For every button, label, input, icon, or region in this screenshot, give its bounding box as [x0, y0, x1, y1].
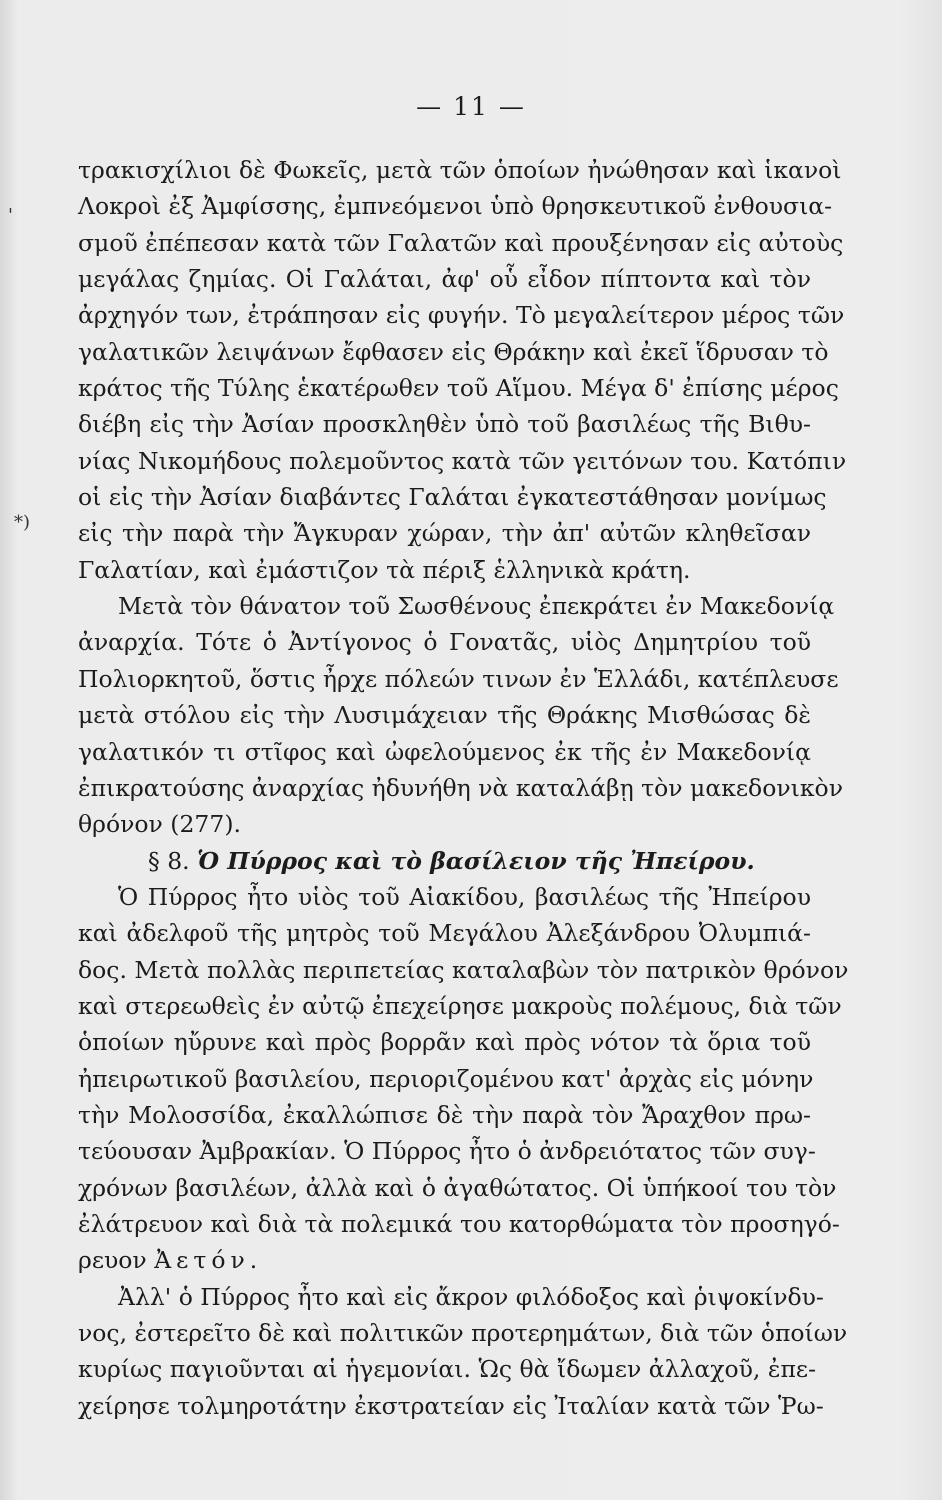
text-line: κυρίως παγιοῦνται αἱ ἡγεμονίαι. Ὡς θὰ ἴδωμεν ἀλλαχοῦ, ἐπε- [78, 1355, 817, 1384]
text-line: Λοκροὶ ἐξ Ἀμφίσσης, ἐμπνεόμενοι ὑπὸ θρησκευτικοῦ ἐνθουσια- [78, 192, 833, 221]
text-line: ἀναρχία. Τότε ὁ Ἀντίγονος ὁ Γονατᾶς, υἱὸς Δημητρίου τοῦ [78, 628, 811, 657]
margin-mark: ' [8, 205, 13, 226]
text-line: σμοῦ ἐπέπεσαν κατὰ τῶν Γαλατῶν καὶ προυξένησαν εἰς αὐτοὺς [78, 228, 844, 257]
text-line: χρόνων βασιλέων, ἀλλὰ καὶ ὁ ἀγαθώτατος. Οἱ ὑπήκοοί του τὸν [78, 1173, 837, 1202]
paragraph-galatians [78, 152, 847, 588]
section-title: Ὁ Πύρρος καὶ τὸ βασίλειον τῆς Ἠπείρου. [197, 846, 755, 875]
section-number: § 8. [148, 846, 190, 875]
text-line: διέβη εἰς τὴν Ἀσίαν προσκληθὲν ὑπὸ τοῦ βασιλέως τῆς Βιθυ- [78, 410, 811, 439]
body-text [78, 152, 849, 1424]
text-fragment: ρευον [78, 1246, 147, 1275]
paragraph-antigonus [78, 588, 843, 842]
section-heading [78, 843, 811, 879]
text-line: Γαλατίαν, καὶ ἐμάστιζον τὰ πέριξ ἑλληνικὰ κράτη. [78, 555, 691, 584]
text-line: μετὰ στόλου εἰς τὴν Λυσιμάχειαν τῆς Θράκης Μισθώσας δὲ [78, 701, 811, 730]
text-line: θρόνον (277). [78, 810, 241, 839]
page-number: — 11 — [416, 92, 526, 121]
paragraph-ambition [78, 1279, 848, 1424]
text-line: δος. Μετὰ πολλὰς περιπετείας καταλαβὼν τὸν πατρικὸν θρόνον [78, 955, 849, 984]
text-line: ἠπειρωτικοῦ βασιλείου, περιοριζομένου κατ' ἀρχὰς εἰς μόνην [78, 1064, 814, 1093]
text-line: οἱ εἰς τὴν Ἀσίαν διαβάντες Γαλάται ἐγκατεστάθησαν μονίμως [78, 483, 827, 512]
text-line: ἐπικρατούσης ἀναρχίας ἠδυνήθη νὰ καταλάβῃ τὸν μακεδονικὸν [78, 773, 843, 802]
text-line: Ὁ Πύρρος ἦτο υἱὸς τοῦ Αἰακίδου, βασιλέως τῆς Ἠπείρου [118, 882, 811, 911]
text-line: ἀρχηγόν των, ἐτράπησαν εἰς φυγήν. Τὸ μεγαλείτερον μέρος τῶν [78, 301, 845, 330]
text-line: καὶ ἀδελφοῦ τῆς μητρὸς τοῦ Μεγάλου Ἀλεξάνδρου Ὀλυμπιά- [78, 919, 811, 948]
text-line: νος, ἐστερεῖτο δὲ καὶ πολιτικῶν προτερημάτων, διὰ τῶν ὁποίων [78, 1319, 848, 1347]
text-line: εἰς τὴν παρὰ τὴν Ἄγκυραν χώραν, τὴν ἀπ' αὐτῶν κληθεῖσαν [78, 519, 811, 548]
text-line: γαλατικῶν λειψάνων ἔφθασεν εἰς Θράκην καὶ ἐκεῖ ἵδρυσαν τὸ [78, 337, 829, 366]
text-line: μεγάλας ζημίας. Οἱ Γαλάται, ἀφ' οὗ εἶδον πίπτοντα καὶ τὸν [78, 265, 811, 294]
margin-mark: *) [14, 512, 31, 533]
text-line: χείρησε τολμηροτάτην ἐκστρατείαν εἰς Ἰταλίαν κατὰ τῶν Ῥω- [78, 1391, 824, 1420]
text-line: νίας Νικομήδους πολεμοῦντος κατὰ τῶν γειτόνων του. Κατόπιν [78, 446, 847, 475]
text-line [78, 1242, 811, 1278]
spaced-word: Ἀετόν. [154, 1246, 263, 1275]
text-line: Ἀλλ' ὁ Πύρρος ἦτο καὶ εἰς ἄκρον φιλόδοξος καὶ ῥιψοκίνδυ- [118, 1282, 824, 1311]
text-line: Πολιορκητοῦ, ὅστις ἦρχε πόλεών τινων ἐν Ἑλλάδι, κατέπλευσε [78, 664, 839, 693]
text-line: καὶ στερεωθεὶς ἐν αὐτῷ ἐπεχείρησε μακροὺς πολέμους, διὰ τῶν [78, 991, 842, 1020]
text-line: τὴν Μολοσσίδα, ἐκαλλώπισε δὲ τὴν παρὰ τὸν Ἄραχθον πρω- [78, 1100, 811, 1129]
paragraph-pyrrhus [78, 879, 849, 1279]
text-line: τεύουσαν Ἀμβρακίαν. Ὁ Πύρρος ἦτο ὁ ἀνδρειότατος τῶν συγ- [78, 1137, 816, 1166]
text-line: ὁποίων ηὔρυνε καὶ πρὸς βορρᾶν καὶ πρὸς νότον τὰ ὅρια τοῦ [78, 1028, 811, 1057]
text-line: Μετὰ τὸν θάνατον τοῦ Σωσθένους ἐπεκράτει ἐν Μακεδονίᾳ [118, 592, 835, 621]
text-line: γαλατικόν τι στῖφος καὶ ὠφελούμενος ἐκ τῆς ἐν Μακεδονίᾳ [78, 737, 811, 766]
text-line: κράτος τῆς Τύλης ἑκατέρωθεν τοῦ Αἵμου. Μέγα δ' ἐπίσης μέρος [78, 374, 839, 403]
text-line: ἐλάτρευον καὶ διὰ τὰ πολεμικά του κατορθώματα τὸν προσηγό- [78, 1209, 840, 1238]
text-line: τρακισχίλιοι δὲ Φωκεῖς, μετὰ τῶν ὁποίων ἠνώθησαν καὶ ἱκανοὶ [78, 156, 842, 184]
